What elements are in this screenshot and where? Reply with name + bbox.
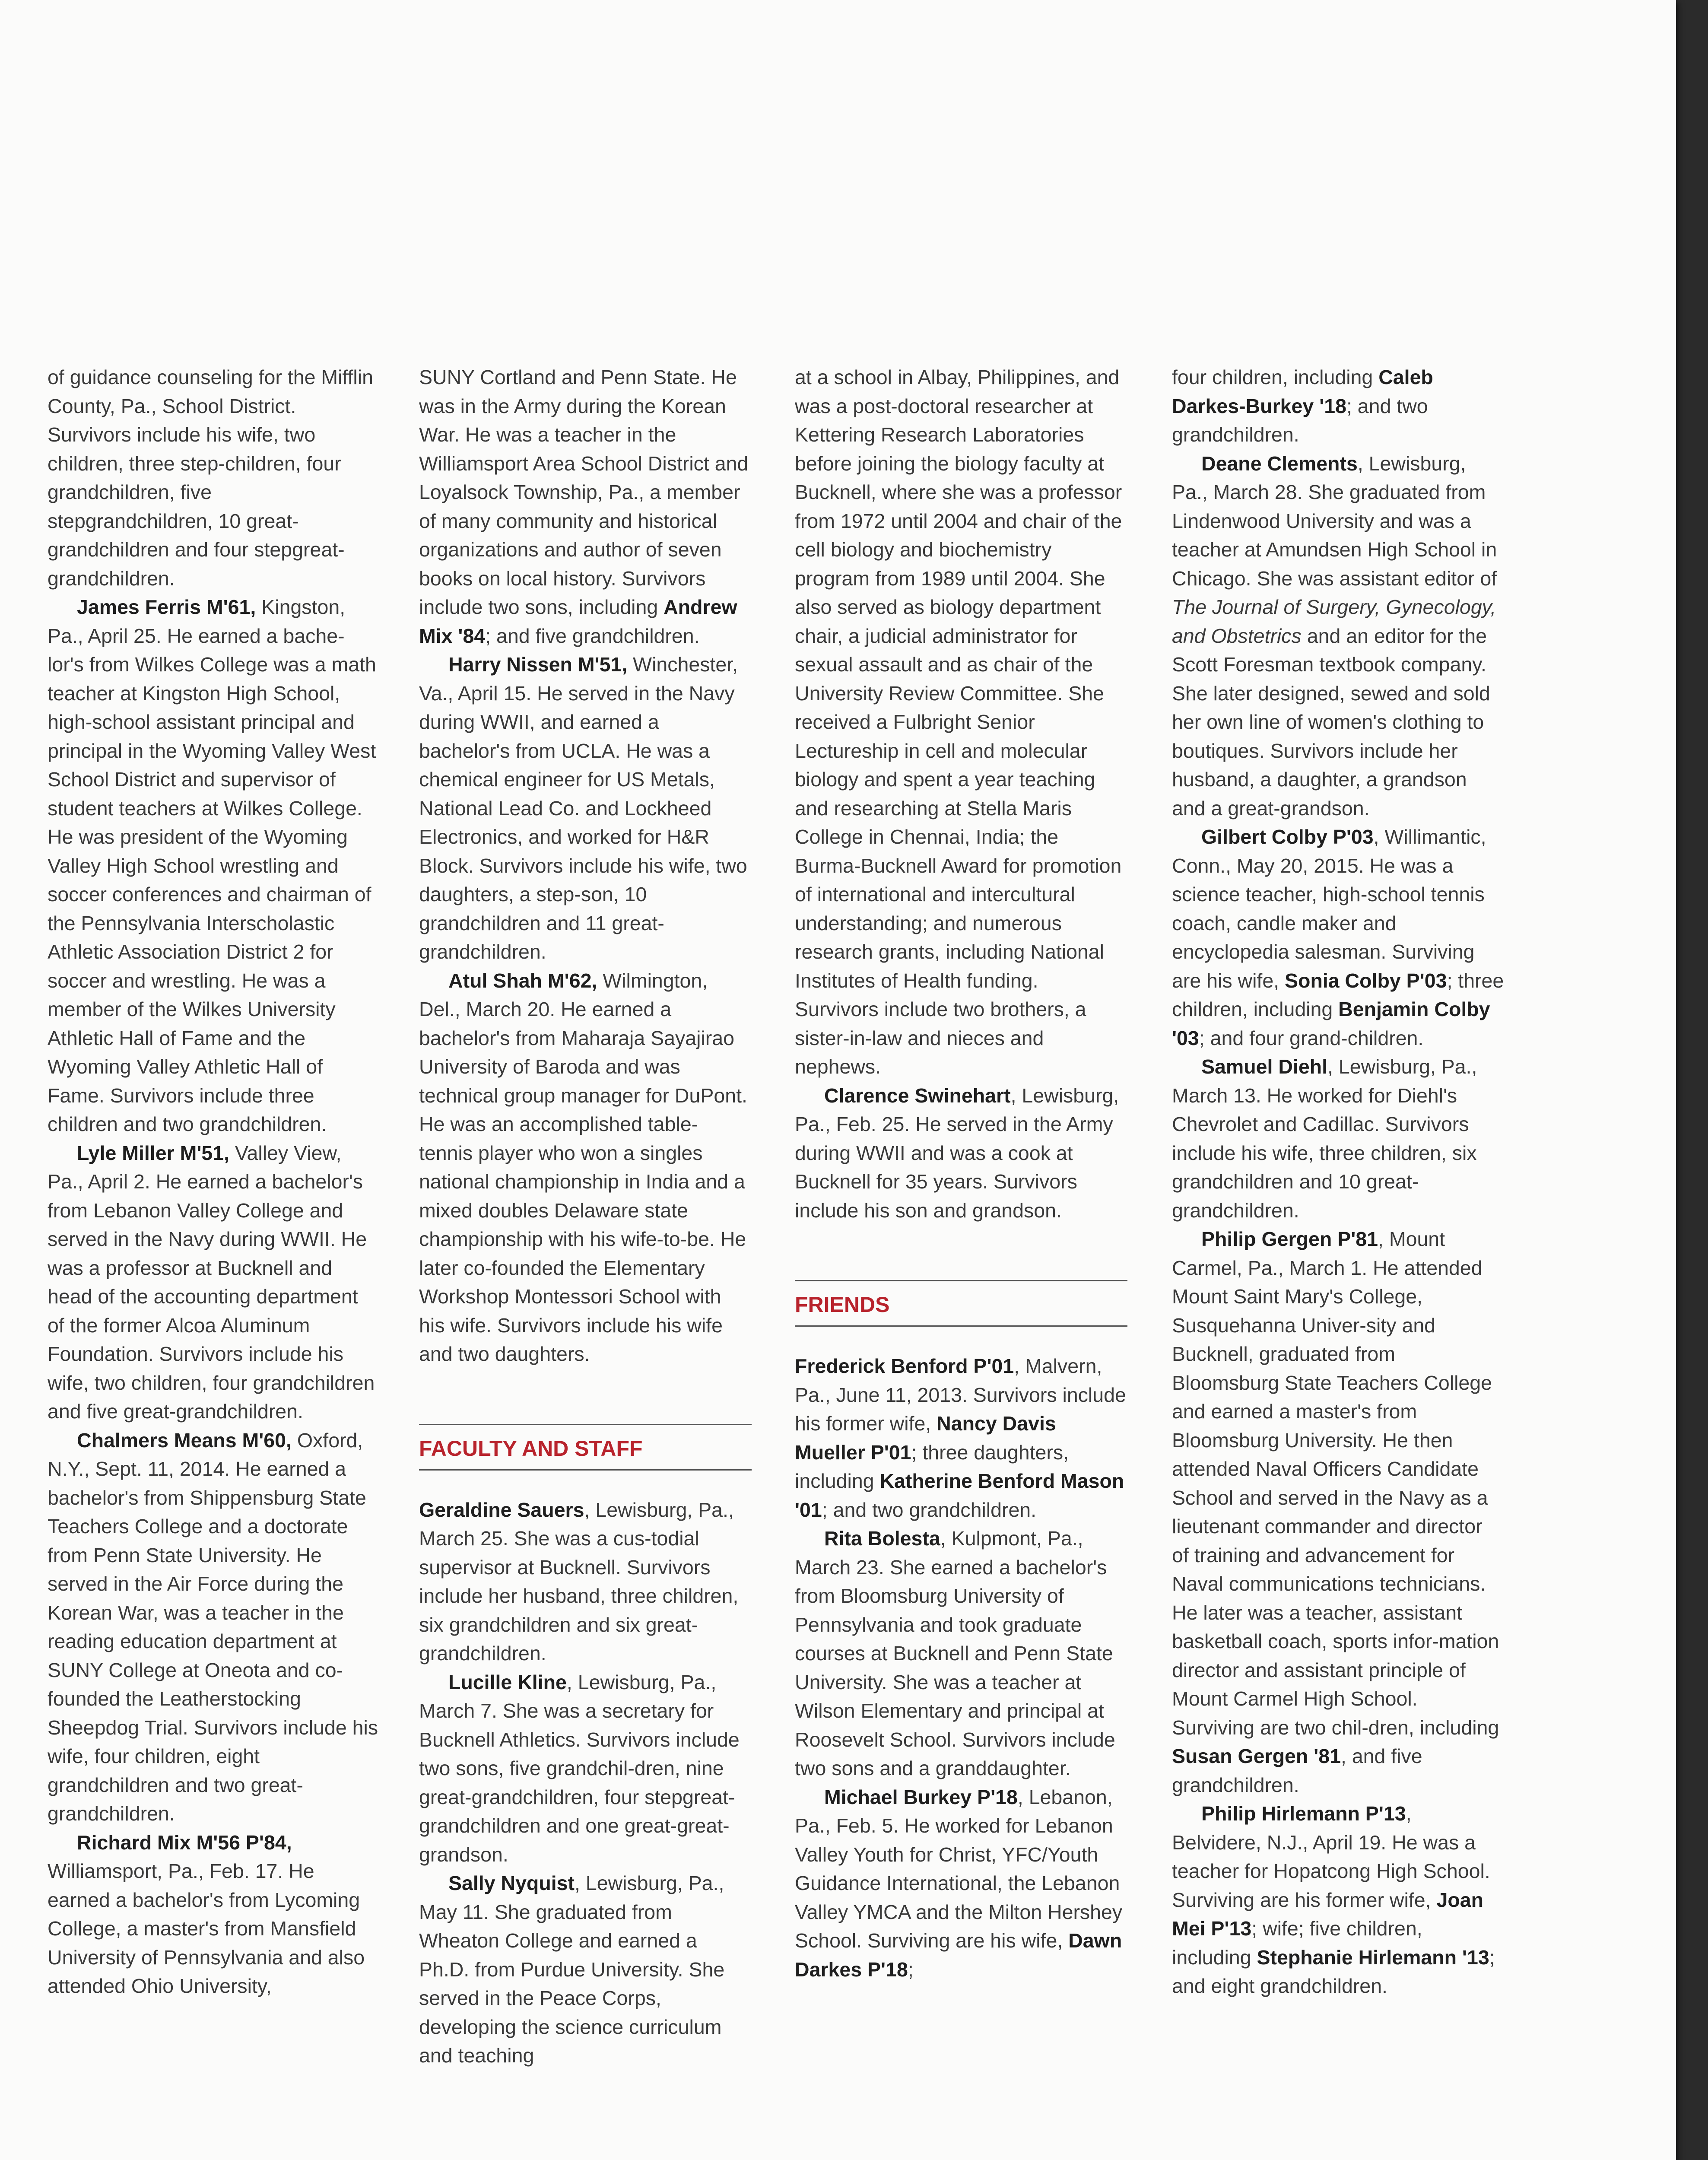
obituary-text: Wilmington, Del., March 20. He earned a bachelor's from Maharaja Sayajirao University of Baroda and was technical group manager for DuPont. He was an accomplished table-tennis player who won a singles national championship in India and a mixed doubles Delaware state championship with his wife-to-be. He later co-founded the Elementary Workshop Montessori School with his wife. Survivors include his wife and two daughters. — [419, 969, 747, 1365]
person-name: Susan Gergen '81 — [1172, 1745, 1341, 1767]
obituary-text: ; three daughters, including — [795, 1441, 1069, 1492]
obituary-text: Winchester, Va., April 15. He served in the Navy during WWII, and earned a bachelor's from UCLA. He was a chemical engineer for US Metals, National Lead Co. and Lockheed Electronics, and worked for H&R Block. Survivors include his wife, two daughters, a step-son, 10 grandchildren and 11 great-grandchildren. — [419, 653, 747, 963]
obituary-text: , Mount Carmel, Pa., March 1. He attended Mount Saint Mary's College, Susquehanna Univer-sity and Bucknell, graduated from Bloomsburg State Teachers College and earned a master's from Bloomsburg University. He then attended Naval Officers Candidate School and served in the Navy as a lieutenant commander and director of training and advancement for Naval communications technicians. He later was a teacher, assistant basketball coach, sports infor-mation director and assistant principle of Mount Carmel High School. Surviving are two chil-dren, including — [1172, 1228, 1499, 1739]
obituary-paragraph — [48, 593, 380, 1139]
obituary-text: ; and two grandchildren. — [822, 1498, 1037, 1521]
publication-title: The Journal of Surgery, Gynecology, and Obstetrics — [1172, 596, 1496, 647]
obituary-text: ; wife; five children, including — [1172, 1917, 1422, 1969]
obituary-paragraph — [1172, 449, 1505, 823]
obituary-paragraph — [795, 1524, 1127, 1783]
person-name: Deane Clements — [1201, 452, 1358, 475]
obituary-text: , Kulpmont, Pa., March 23. She earned a bachelor's from Bloomsburg University of Pennsylvania and took graduate courses at Bucknell and Penn State University. She was a teacher at Wilson Elementary and principal at Roosevelt School. Survivors include two sons and a granddaughter. — [795, 1527, 1115, 1779]
person-name: Chalmers Means M'60, — [77, 1429, 292, 1452]
person-name: Caleb Darkes-Burkey '18 — [1172, 366, 1433, 417]
person-name: Clarence Swinehart — [824, 1084, 1011, 1107]
person-name: Michael Burkey P'18 — [824, 1785, 1018, 1808]
person-name: Philip Hirlemann P'13 — [1201, 1802, 1406, 1825]
obituary-paragraph — [1172, 1225, 1505, 1799]
obituary-text: SUNY Cortland and Penn State. He was in the Army during the Korean War. He was a teacher in the Williamsport Area School District and Loyalsock Township, Pa., a member of many community and historical organizations and author of seven books on local history. Survivors include two sons, including — [419, 366, 749, 618]
obituary-text: ; and five grandchildren. — [485, 624, 700, 647]
person-name: Lucille Kline — [448, 1671, 567, 1693]
obituary-paragraph — [419, 1869, 752, 2070]
obituary-paragraph — [795, 1783, 1127, 1984]
column-2 — [419, 363, 752, 2070]
obituary-paragraph — [1172, 823, 1505, 1052]
obituary-text: , Lebanon, Pa., Feb. 5. He worked for Lebanon Valley Youth for Christ, YFC/Youth Guidance International, the Lebanon Valley YMCA and the Milton Hershey School. Surviving are his wife, — [795, 1785, 1123, 1952]
obituary-text: four children, including — [1172, 366, 1379, 388]
obituary-paragraph — [419, 966, 752, 1369]
section-heading: FRIENDS — [795, 1280, 1127, 1327]
obituary-text: ; and eight grandchildren. — [1172, 1946, 1495, 1997]
person-name: Nancy Davis Mueller P'01 — [795, 1412, 1056, 1464]
obituary-paragraph — [795, 1081, 1127, 1225]
obituary-paragraph — [419, 1496, 752, 1668]
person-name: Philip Gergen P'81 — [1201, 1228, 1378, 1250]
person-name: Geraldine Sauers — [419, 1498, 584, 1521]
person-name: Harry Nissen M'51, — [448, 653, 628, 676]
person-name: Benjamin Colby '03 — [1172, 998, 1490, 1049]
person-name: Gilbert Colby P'03 — [1201, 826, 1374, 848]
person-name: Katherine Benford Mason '01 — [795, 1470, 1124, 1521]
obituary-paragraph — [1172, 1799, 1505, 2001]
obituary-paragraph — [795, 363, 1127, 1081]
obituary-text: at a school in Albay, Philippines, and was a post-doctoral researcher at Kettering Research Laboratories before joining the biology faculty at Bucknell, where she was a professor from 1972 until 2004 and chair of the cell biology and biochemistry program from 1989 until 2004. She also served as biology department chair, a judicial administrator for sexual assault and as chair of the University Review Committee. She received a Fulbright Senior Lectureship in cell and molecular biology and spent a year teaching and researching at Stella Maris College in Chennai, India; the Burma-Bucknell Award for promotion of international and intercultural understanding; and numerous research grants, including National Institutes of Health funding. Survivors include two brothers, a sister-in-law and nieces and nephews. — [795, 366, 1122, 1078]
obituary-text: ; and two grandchildren. — [1172, 394, 1428, 446]
person-name: Stephanie Hirlemann '13 — [1257, 1946, 1489, 1969]
obituary-text: ; three children, including — [1172, 969, 1504, 1020]
person-name: Joan Mei P'13 — [1172, 1888, 1483, 1940]
obituary-paragraph — [419, 1668, 752, 1869]
person-name: Richard Mix M'56 P'84, — [77, 1831, 292, 1854]
obituary-text: , Lewisburg, Pa., March 13. He worked for Diehl's Chevrolet and Cadillac. Survivors include his wife, three children, six grandchildren and 10 great-grandchildren. — [1172, 1055, 1477, 1222]
obituary-text: Kingston, Pa., April 25. He earned a bache-lor's from Wilkes College was a math teacher at Kingston High School, high-school assistant principal and principal in the Wyoming Valley West School District and supervisor of student teachers at Wilkes College. He was president of the Wyoming Valley High School wrestling and soccer conferences and chairman of the Pennsylvania Interscholastic Athletic Association District 2 for soccer and wrestling. He was a member of the Wilkes University Athletic Hall of Fame and the Wyoming Valley Athletic Hall of Fame. Survivors include three children and two grandchildren. — [48, 596, 376, 1135]
obituary-text: , Lewisburg, Pa., March 7. She was a secretary for Bucknell Athletics. Survivors include two sons, five grandchil-dren, nine great-grandchildren, four stepgreat-grandchildren and one great-great-grandson. — [419, 1671, 740, 1866]
obituary-paragraph — [48, 1426, 380, 1828]
obituary-text: Valley View, Pa., April 2. He earned a bachelor's from Lebanon Valley College and served in the Navy during WWII. He was a professor at Bucknell and head of the accounting department of the former Alcoa Aluminum Foundation. Survivors include his wife, two children, four grandchildren and five great-grandchildren. — [48, 1141, 375, 1423]
obituary-text: ; and four grand-children. — [1199, 1026, 1424, 1049]
person-name: Samuel Diehl — [1201, 1055, 1328, 1078]
obituary-paragraph — [419, 363, 752, 650]
obituary-text: , Willimantic, Conn., May 20, 2015. He was a science teacher, high-school tennis coach, candle maker and encyclopedia salesman. Surviving are his wife, — [1172, 826, 1486, 992]
obituary-text: , Malvern, Pa., June 11, 2013. Survivors include his former wife, — [795, 1355, 1126, 1435]
column-1 — [48, 363, 380, 2001]
obituary-text: of guidance counseling for the Mifflin County, Pa., School District. Survivors include his wife, two children, three step-children, four grandchildren, five stepgrandchildren, 10 great-grandchildren and four stepgreat-grandchildren. — [48, 366, 373, 590]
obituary-text: , and five grandchildren. — [1172, 1745, 1422, 1796]
obituary-text: Williamsport, Pa., Feb. 17. He earned a bachelor's from Lycoming College, a master's from Mansfield University of Pennsylvania and also attended Ohio University, — [48, 1860, 365, 1997]
obituary-text: , Lewisburg, Pa., March 25. She was a cus-todial supervisor at Bucknell. Survivors include her husband, three children, six grandchildren and six great-grandchildren. — [419, 1498, 739, 1664]
person-name: Sally Nyquist — [448, 1872, 575, 1894]
obituary-text: ; — [908, 1958, 914, 1981]
obituary-text: , Belvidere, N.J., April 19. He was a teacher for Hopatcong High School. Surviving are his former wife, — [1172, 1802, 1490, 1911]
obituary-text: , Lewisburg, Pa., Feb. 25. He served in the Army during WWII and was a cook at Bucknell for 35 years. Survivors include his son and grandson. — [795, 1084, 1119, 1222]
person-name: Frederick Benford P'01 — [795, 1355, 1014, 1377]
obituary-text: , Lewisburg, Pa., May 11. She graduated from Wheaton College and earned a Ph.D. from Purdue University. She served in the Peace Corps, developing the science curriculum and teaching — [419, 1872, 725, 2067]
person-name: Andrew Mix '84 — [419, 596, 737, 647]
section-heading: FACULTY AND STAFF — [419, 1424, 752, 1471]
obituary-paragraph — [1172, 363, 1505, 449]
obituary-paragraph — [48, 1828, 380, 2001]
obituary-paragraph — [419, 650, 752, 966]
person-name: Sonia Colby P'03 — [1285, 969, 1447, 992]
obituary-paragraph — [48, 363, 380, 593]
person-name: James Ferris M'61, — [77, 596, 256, 618]
obituary-text: and an editor for the Scott Foresman textbook company. She later designed, sewed and sold her own line of women's clothing to boutiques. Survivors include her husband, a daughter, a grandson and a great-grandson. — [1172, 624, 1490, 820]
person-name: Lyle Miller M'51, — [77, 1141, 230, 1164]
obituary-paragraph — [795, 1352, 1127, 1524]
column-3 — [795, 363, 1127, 1984]
obituary-text: Oxford, N.Y., Sept. 11, 2014. He earned a bachelor's from Shippensburg State Teachers College and a doctorate from Penn State University. He served in the Air Force during the Korean War, was a teacher in the reading education department at SUNY College at Oneota and co-founded the Leatherstocking Sheepdog Trial. Survivors include his wife, four children, eight grandchildren and two great-grandchildren. — [48, 1429, 378, 1825]
person-name: Atul Shah M'62, — [448, 969, 597, 992]
person-name: Dawn Darkes P'18 — [795, 1929, 1122, 1981]
obituary-text: , Lewisburg, Pa., March 28. She graduated from Lindenwood University and was a teacher at Amundsen High School in Chicago. She was assistant editor of — [1172, 452, 1497, 590]
person-name: Rita Bolesta — [824, 1527, 940, 1550]
obituary-paragraph — [1172, 1052, 1505, 1225]
obituary-paragraph — [48, 1139, 380, 1426]
column-4 — [1172, 363, 1505, 2001]
